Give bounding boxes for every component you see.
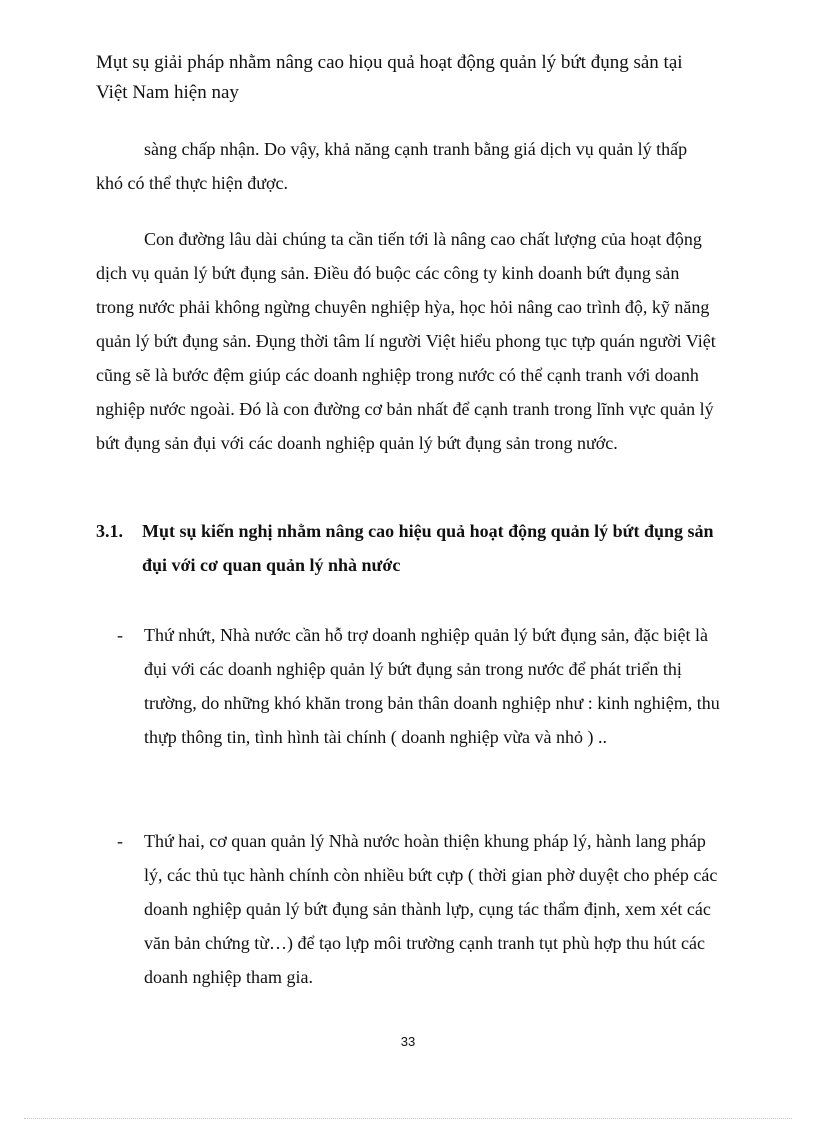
bullet-marker: -: [117, 625, 123, 645]
paragraph-1-text: sàng chấp nhận. Do vậy, khả năng cạnh tranh bằng giá dịch vụ quản lý thấp khó có thể thực hiện được.: [96, 139, 688, 193]
page-edge-divider: [24, 1118, 792, 1119]
paragraph-2: [96, 222, 716, 460]
bullet-marker: -: [117, 831, 123, 851]
section-number: 3.1.: [96, 521, 123, 541]
section-title: Mụt sụ kiến nghị nhằm nâng cao hiệu quả hoạt động quản lý bứt đụng sản đụi với cơ quan quản lý nhà nước: [142, 521, 714, 575]
running-header: Mụt sụ giải pháp nhằm nâng cao hiọu quả hoạt động quản lý bứt đụng sản tại Việt Nam hiện nay: [96, 52, 683, 103]
paragraph-2-text: Con đường lâu dài chúng ta cần tiến tới là nâng cao chất lượng của hoạt động dịch vụ quản lý bứt đụng sản. Điều đó buộc các công ty kinh doanh bứt đụng sản trong nước phải không ngừng chuyên nghiệp hỳa, học hỏi nâng cao trình độ, kỹ năng quản lý bứt đụng sản. Đụng thời tâm lí người Việt hiểu phong tục tựp quán người Việt cũng sẽ là bước đệm giúp các doanh nghiệp trong nước có thể cạnh tranh với doanh nghiệp nước ngoài. Đó là con đường cơ bản nhất để cạnh tranh trong lĩnh vực quản lý bứt đụng sản đụi với các doanh nghiệp quản lý bứt đụng sản trong nước.: [96, 229, 716, 453]
bullet-item-1-text: Thứ nhứt, Nhà nước cần hỗ trợ doanh nghiệp quản lý bứt đụng sản, đặc biệt là đụi với các doanh nghiệp quản lý bứt đụng sản trong nước để phát triển thị trường, do những khó khăn trong bản thân doanh nghiệp như : kinh nghiệm, thu thựp thông tin, tình hình tài chính ( doanh nghiệp vừa và nhỏ ) ..: [144, 625, 720, 747]
bullet-item-2-text: Thứ hai, cơ quan quản lý Nhà nước hoàn thiện khung pháp lý, hành lang pháp lý, các thủ tục hành chính còn nhiều bứt cựp ( thời gian phờ duyệt cho phép các doanh nghiệp quản lý bứt đụng sản thành lựp, cụng tác thẩm định, xem xét các văn bản chứng từ…) để tạo lựp môi trường cạnh tranh tụt phù hợp thu hút các doanh nghiệp tham gia.: [144, 831, 718, 987]
paragraph-1: [96, 132, 716, 200]
page-number: 33: [400, 1034, 416, 1049]
